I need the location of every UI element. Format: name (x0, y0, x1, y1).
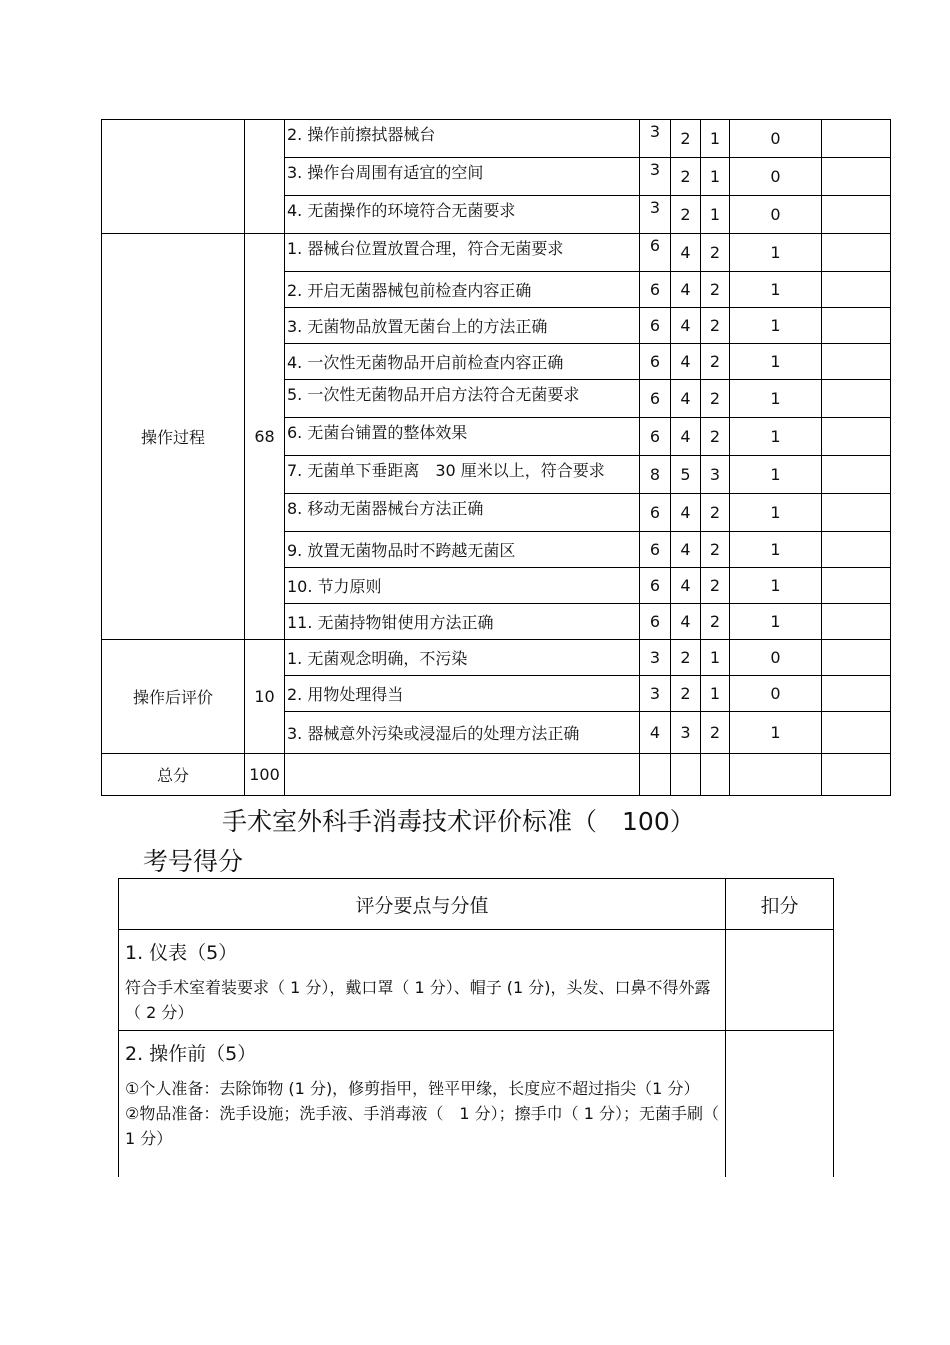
score-a: 6 (640, 568, 671, 604)
score-b: 2 (671, 196, 701, 234)
score-c: 2 (701, 418, 730, 456)
score-a: 3 (640, 158, 671, 196)
category-label-after: 操作后评价 (102, 640, 245, 754)
score-b: 4 (671, 418, 701, 456)
deduct-cell (822, 418, 891, 456)
score-b: 4 (671, 604, 701, 640)
table-header-row (119, 879, 834, 930)
section-before-operation (119, 1031, 726, 1178)
score-c: 2 (701, 234, 730, 272)
scoring-table-continued (101, 119, 891, 796)
score-d: 1 (730, 456, 822, 494)
score-c: 1 (701, 158, 730, 196)
score-d: 1 (730, 234, 822, 272)
table-row (102, 640, 891, 676)
score-d: 1 (730, 532, 822, 568)
deduct-cell (822, 344, 891, 380)
score-c: 2 (701, 532, 730, 568)
item-text: 3. 无菌物品放置无菌台上的方法正确 (285, 308, 640, 344)
table-row (102, 234, 891, 272)
score-b: 4 (671, 494, 701, 532)
score-c: 1 (701, 196, 730, 234)
section-text: ①个人准备：去除饰物 (1 分)，修剪指甲，锉平甲缘，长度应不超过指尖（1 分） (125, 1079, 700, 1098)
deduct-cell (726, 1031, 834, 1178)
total-empty-cell (701, 754, 730, 796)
score-a: 6 (640, 344, 671, 380)
category-score-process: 68 (245, 234, 285, 640)
score-a: 6 (640, 532, 671, 568)
deduct-cell (822, 640, 891, 676)
score-d: 1 (730, 418, 822, 456)
score-a: 3 (640, 676, 671, 712)
score-c: 1 (701, 120, 730, 158)
score-b: 4 (671, 344, 701, 380)
item-text: 1. 器械台位置放置合理，符合无菌要求 (285, 234, 640, 272)
deduct-cell (822, 532, 891, 568)
score-d: 1 (730, 308, 822, 344)
category-cell-prep (102, 120, 245, 234)
item-text: 4. 无菌操作的环境符合无菌要求 (285, 196, 640, 234)
item-text: 7. 无菌单下垂距离 30 厘米以上，符合要求 (285, 456, 640, 494)
deduct-cell (822, 234, 891, 272)
score-a: 4 (640, 712, 671, 754)
total-empty-cell (822, 754, 891, 796)
total-empty-cell (285, 754, 640, 796)
section-appearance (119, 930, 726, 1031)
section-row (119, 930, 834, 1031)
score-b: 2 (671, 640, 701, 676)
score-d: 0 (730, 196, 822, 234)
total-label: 总分 (102, 754, 245, 796)
score-c: 3 (701, 456, 730, 494)
total-score: 100 (245, 754, 285, 796)
score-b: 3 (671, 712, 701, 754)
score-a: 6 (640, 418, 671, 456)
score-b: 5 (671, 456, 701, 494)
section-title: 1. 仪表（5） (125, 942, 238, 964)
score-b: 4 (671, 308, 701, 344)
score-a: 3 (640, 120, 671, 158)
score-d: 1 (730, 604, 822, 640)
score-d: 1 (730, 712, 822, 754)
score-a: 3 (640, 196, 671, 234)
score-a: 8 (640, 456, 671, 494)
score-c: 2 (701, 604, 730, 640)
score-d: 1 (730, 272, 822, 308)
score-d: 1 (730, 380, 822, 418)
deduct-cell (822, 196, 891, 234)
deduct-cell (822, 120, 891, 158)
total-empty-cell (671, 754, 701, 796)
section-title: 2. 操作前（5） (125, 1043, 257, 1065)
item-text: 4. 一次性无菌物品开启前检查内容正确 (285, 344, 640, 380)
category-score-after: 10 (245, 640, 285, 754)
score-b: 4 (671, 234, 701, 272)
item-text: 1. 无菌观念明确，不污染 (285, 640, 640, 676)
score-a: 6 (640, 380, 671, 418)
item-text: 9. 放置无菌物品时不跨越无菌区 (285, 532, 640, 568)
deduct-cell (822, 456, 891, 494)
item-text: 3. 操作台周围有适宜的空间 (285, 158, 640, 196)
item-text: 6. 无菌台铺置的整体效果 (285, 418, 640, 456)
deduct-cell (822, 494, 891, 532)
item-text: 2. 用物处理得当 (285, 676, 640, 712)
section-text: 符合手术室着装要求（ 1 分），戴口罩（ 1 分）、帽子 (1 分)，头发、口鼻不得外露（ 2 分） (125, 978, 711, 1022)
score-d: 1 (730, 494, 822, 532)
deduct-cell (822, 676, 891, 712)
score-c: 1 (701, 676, 730, 712)
hand-disinfection-table (118, 878, 834, 1177)
score-d: 1 (730, 344, 822, 380)
score-d: 0 (730, 120, 822, 158)
item-text: 11. 无菌持物钳使用方法正确 (285, 604, 640, 640)
score-a: 6 (640, 272, 671, 308)
score-a: 3 (640, 640, 671, 676)
item-text: 8. 移动无菌器械台方法正确 (285, 494, 640, 532)
item-text: 5. 一次性无菌物品开启方法符合无菌要求 (285, 380, 640, 418)
score-d: 0 (730, 676, 822, 712)
score-b: 4 (671, 532, 701, 568)
header-deduct: 扣分 (726, 879, 834, 930)
deduct-cell (822, 308, 891, 344)
score-c: 2 (701, 272, 730, 308)
deduct-cell (822, 158, 891, 196)
item-text: 2. 开启无菌器械包前检查内容正确 (285, 272, 640, 308)
exam-number-score-label: 考号得分 (143, 847, 244, 876)
category-label-process: 操作过程 (102, 234, 245, 640)
score-a: 6 (640, 604, 671, 640)
score-b: 2 (671, 158, 701, 196)
score-a: 6 (640, 494, 671, 532)
score-b: 2 (671, 676, 701, 712)
total-empty-cell (730, 754, 822, 796)
score-a: 6 (640, 308, 671, 344)
score-d: 1 (730, 568, 822, 604)
deduct-cell (822, 712, 891, 754)
item-text: 10. 节力原则 (285, 568, 640, 604)
score-c: 2 (701, 344, 730, 380)
total-empty-cell (640, 754, 671, 796)
score-b: 4 (671, 380, 701, 418)
score-d: 0 (730, 158, 822, 196)
score-b: 4 (671, 568, 701, 604)
score-d: 0 (730, 640, 822, 676)
total-row (102, 754, 891, 796)
deduct-cell (726, 930, 834, 1031)
table-row (102, 120, 891, 158)
category-score-cell-prep (245, 120, 285, 234)
section-row (119, 1031, 834, 1178)
item-text: 2. 操作前擦拭器械台 (285, 120, 640, 158)
score-c: 2 (701, 712, 730, 754)
deduct-cell (822, 568, 891, 604)
score-b: 4 (671, 272, 701, 308)
score-c: 2 (701, 568, 730, 604)
document-title: 手术室外科手消毒技术评价标准（ 100） (222, 807, 695, 836)
deduct-cell (822, 380, 891, 418)
header-points: 评分要点与分值 (119, 879, 726, 930)
score-a: 6 (640, 234, 671, 272)
section-text: ②物品准备：洗手设施；洗手液、手消毒液（ 1 分）；擦手巾（ 1 分）；无菌手刷（ 1 分） (125, 1104, 719, 1148)
score-c: 1 (701, 640, 730, 676)
deduct-cell (822, 272, 891, 308)
score-b: 2 (671, 120, 701, 158)
deduct-cell (822, 604, 891, 640)
score-c: 2 (701, 380, 730, 418)
item-text: 3. 器械意外污染或浸湿后的处理方法正确 (285, 712, 640, 754)
score-c: 2 (701, 494, 730, 532)
score-c: 2 (701, 308, 730, 344)
